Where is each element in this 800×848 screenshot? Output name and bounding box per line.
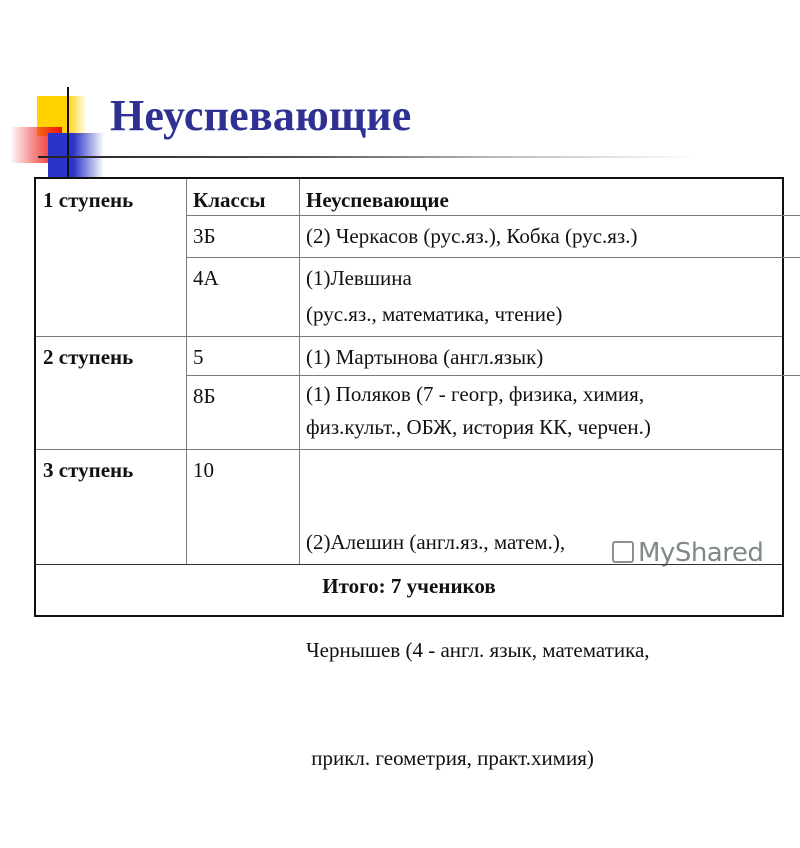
decor-vertical-line <box>67 87 69 179</box>
slide-title: Неуспевающие <box>110 91 412 140</box>
header-classes: Классы <box>193 188 266 212</box>
class-cell: 10 <box>193 458 214 482</box>
students-line: физ.культ., ОБЖ, история КК, черчен.) <box>306 415 651 439</box>
title-underline <box>38 156 698 158</box>
total-row: Итого: 7 учеников <box>322 574 496 598</box>
students-line: прикл. геометрия, практ.химия) <box>306 746 594 770</box>
students-line: Чернышев (4 - англ. язык, математика, <box>306 638 650 662</box>
class-cell: 4А <box>193 266 219 290</box>
watermark <box>612 538 763 568</box>
students-cell <box>299 375 779 444</box>
watermark-text: MyShared <box>638 538 764 568</box>
students-line: (1)Левшина <box>306 266 412 290</box>
students-line: (2) Черкасов (рус.яз.), Кобка (рус.яз.) <box>306 224 638 248</box>
students-cell <box>299 449 779 848</box>
stage-label-3: 3 ступень <box>43 458 134 482</box>
class-cell: 3Б <box>193 224 216 248</box>
students-line: (1) Поляков (7 - геогр, физика, химия, <box>306 382 645 406</box>
stage-label-1: 1 ступень <box>43 188 134 212</box>
class-cell: 5 <box>193 345 204 369</box>
students-cell <box>299 215 779 254</box>
students-cell <box>299 257 779 332</box>
presentation-board-icon <box>612 541 634 563</box>
stage-label-2: 2 ступень <box>43 345 134 369</box>
students-line: (1) Мартынова (англ.язык) <box>306 345 544 369</box>
class-cell: 8Б <box>193 384 216 408</box>
students-cell <box>299 336 779 375</box>
header-failing: Неуспевающие <box>306 188 449 212</box>
students-line: (2)Алешин (англ.яз., матем.), <box>306 530 566 554</box>
students-line: (рус.яз., математика, чтение) <box>306 302 563 326</box>
